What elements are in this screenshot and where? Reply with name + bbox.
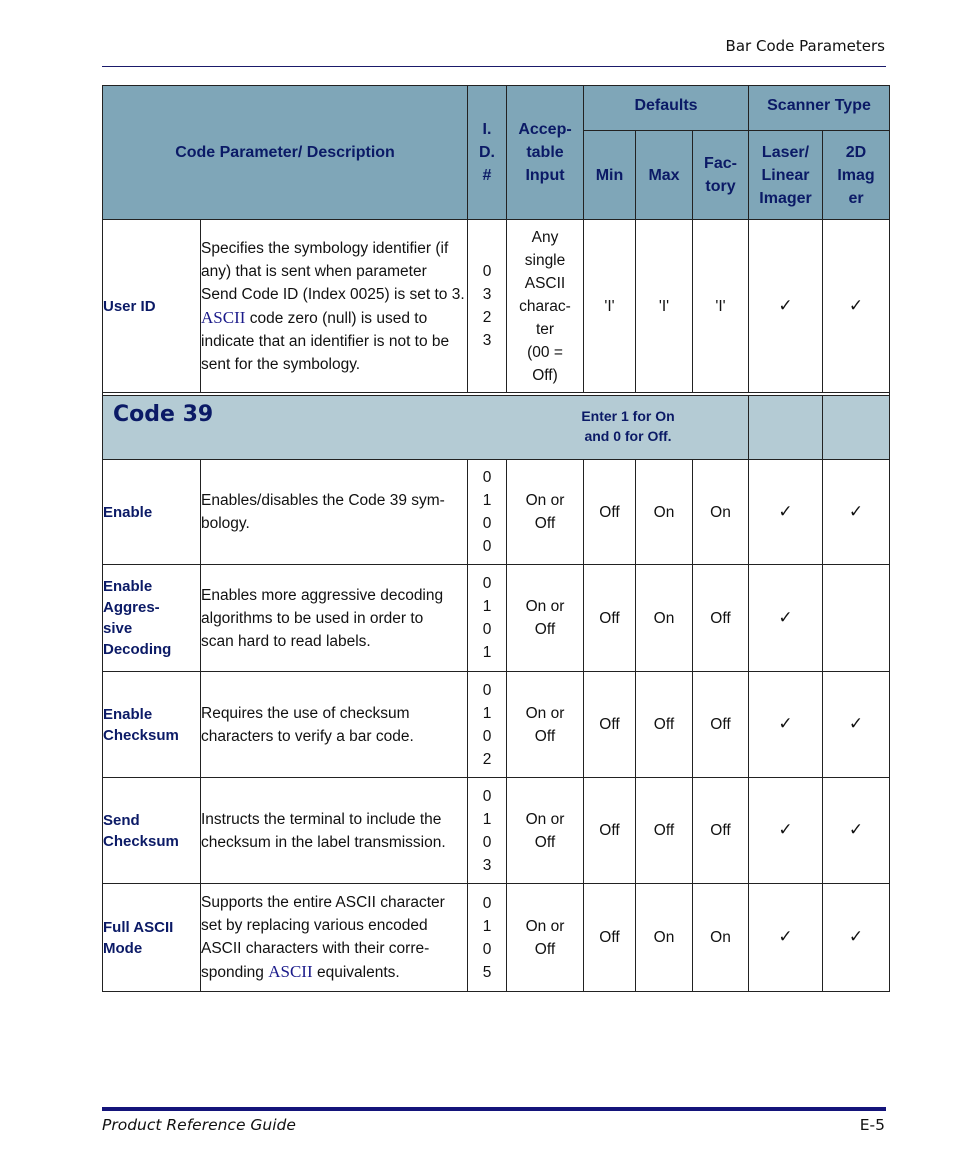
section-title: Code 39 (113, 402, 214, 427)
param-id: 0 1 0 2 (468, 672, 507, 778)
param-id: 0 1 0 0 (468, 460, 507, 565)
footer-page-number: E-5 (859, 1116, 885, 1134)
param-min: Off (584, 672, 636, 778)
param-name: Full ASCII Mode (103, 884, 201, 992)
header-2d-imager: 2D Imag er (823, 131, 890, 220)
imager-2d-support-check-icon: ✓ (823, 672, 890, 778)
param-name: User ID (103, 220, 201, 393)
param-factory: On (693, 460, 749, 565)
param-factory: 'I' (693, 220, 749, 393)
param-factory: Off (693, 672, 749, 778)
param-id: 0 3 2 3 (468, 220, 507, 393)
laser-support-check-icon: ✓ (749, 778, 823, 884)
section-row-code39 (103, 396, 890, 460)
param-description: Enables more aggressive decoding algorithms to be used in order to scan hard to read labels. (201, 565, 468, 672)
header-acceptable-input: Accep- table Input (507, 86, 584, 220)
table-row (103, 460, 890, 565)
laser-support-check-icon: ✓ (749, 460, 823, 565)
param-factory: On (693, 884, 749, 992)
table-row (103, 778, 890, 884)
imager-2d-support-cell (823, 565, 890, 672)
imager-2d-support-check-icon: ✓ (823, 778, 890, 884)
header-min: Min (584, 131, 636, 220)
param-acceptable-input: Any single ASCII charac- ter (00 = Off) (507, 220, 584, 393)
param-name: Enable Checksum (103, 672, 201, 778)
imager-2d-support-check-icon: ✓ (823, 460, 890, 565)
param-description: Supports the entire ASCII character set by replacing various encoded ASCII characters with their corre- sponding ASCII equivalents. (201, 884, 468, 992)
param-min: Off (584, 565, 636, 672)
param-max: On (636, 460, 693, 565)
header-defaults: Defaults (584, 86, 749, 131)
param-acceptable-input: On or Off (507, 672, 584, 778)
param-acceptable-input: On or Off (507, 884, 584, 992)
param-min: Off (584, 460, 636, 565)
param-description: Requires the use of checksum characters to verify a bar code. (201, 672, 468, 778)
param-name: Enable Aggres- sive Decoding (103, 565, 201, 672)
table-row (103, 672, 890, 778)
header-scanner-type: Scanner Type (749, 86, 890, 131)
param-acceptable-input: On or Off (507, 565, 584, 672)
header-id: I. D. # (468, 86, 507, 220)
param-min: Off (584, 778, 636, 884)
header-code-parameter: Code Parameter/ Description (103, 86, 468, 220)
header-rule (102, 66, 886, 67)
header-laser-linear-imager: Laser/ Linear Imager (749, 131, 823, 220)
param-max: Off (636, 778, 693, 884)
param-id: 0 1 0 1 (468, 565, 507, 672)
table-row-user-id (103, 220, 890, 393)
table-header-row-1 (103, 86, 890, 131)
table-row (103, 565, 890, 672)
param-acceptable-input: On or Off (507, 460, 584, 565)
param-id: 0 1 0 3 (468, 778, 507, 884)
imager-2d-support-check-icon: ✓ (823, 884, 890, 992)
param-max: On (636, 565, 693, 672)
param-acceptable-input: On or Off (507, 778, 584, 884)
table-row (103, 884, 890, 992)
param-id: 0 1 0 5 (468, 884, 507, 992)
header-max: Max (636, 131, 693, 220)
laser-support-check-icon: ✓ (749, 565, 823, 672)
header-factory: Fac- tory (693, 131, 749, 220)
param-max: Off (636, 672, 693, 778)
param-name: Send Checksum (103, 778, 201, 884)
section-note: Enter 1 for On and 0 for Off. (581, 408, 675, 444)
param-max: On (636, 884, 693, 992)
param-min: 'I' (584, 220, 636, 393)
footer-guide-title: Product Reference Guide (102, 1116, 296, 1134)
param-min: Off (584, 884, 636, 992)
laser-support-check-icon: ✓ (749, 220, 823, 393)
param-max: 'I' (636, 220, 693, 393)
footer-rule (102, 1107, 886, 1111)
laser-support-check-icon: ✓ (749, 884, 823, 992)
imager-2d-support-check-icon: ✓ (823, 220, 890, 393)
param-description: Specifies the symbology identifier (if any) that is sent when parameter Send Code ID (Index 0025) is set to 3. ASCII code zero (null) is used to indicate that an identifier is not to be sent for the symbology. (201, 220, 468, 393)
param-description: Enables/disables the Code 39 sym- bology. (201, 460, 468, 565)
laser-support-check-icon: ✓ (749, 672, 823, 778)
param-description: Instructs the terminal to include the checksum in the label transmission. (201, 778, 468, 884)
param-name: Enable (103, 460, 201, 565)
parameter-table (102, 85, 890, 992)
param-factory: Off (693, 565, 749, 672)
param-factory: Off (693, 778, 749, 884)
running-header: Bar Code Parameters (725, 37, 885, 55)
